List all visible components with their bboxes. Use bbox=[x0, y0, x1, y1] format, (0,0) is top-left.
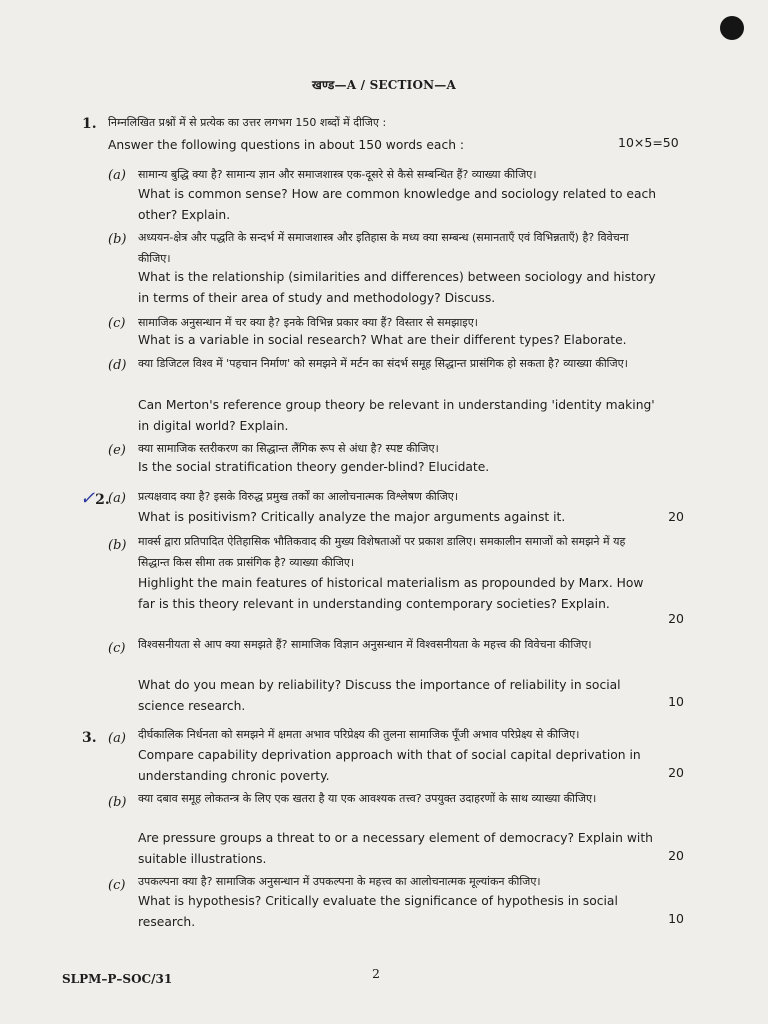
punch-hole-mark bbox=[720, 16, 744, 40]
q2-part-a-marks: 20 bbox=[668, 509, 684, 524]
q2-part-b-hindi: मार्क्स द्वारा प्रतिपादित ऐतिहासिक भौतिकवाद की मुख्य विशेषताओं पर प्रकाश डालिए। समकालीन समाजों को समझने में यह सिद्धान्त किस सीमा तक प्रासंगिक है? व्याख्या कीजिए। bbox=[138, 535, 626, 569]
handwritten-tick-icon: ✓ bbox=[80, 488, 96, 509]
q3-part-a-marks: 20 bbox=[668, 765, 684, 780]
q3-part-b-marks: 20 bbox=[668, 848, 684, 863]
q3-part-c-marks: 10 bbox=[668, 911, 684, 926]
paper-code: SLPM–P–SOC/31 bbox=[62, 972, 173, 986]
q1-part-d-label: (d) bbox=[108, 358, 127, 373]
question-1-intro-hindi: निम्नलिखित प्रश्नों में से प्रत्येक का उत्तर लगभग 150 शब्दों में दीजिए : bbox=[108, 116, 387, 129]
q3-part-b-english: Are pressure groups a threat to or a necessary element of democracy? Explain with suitable illustrations. bbox=[138, 831, 653, 866]
q3-part-c-english: What is hypothesis? Critically evaluate the significance of hypothesis in social research. bbox=[138, 894, 618, 929]
q2-part-a-english: What is positivism? Critically analyze the major arguments against it. bbox=[138, 510, 566, 524]
q2-part-c-english: What do you mean by reliability? Discuss the importance of reliability in social science research. bbox=[138, 678, 621, 713]
q1-part-c-english: What is a variable in social research? What are their different types? Elaborate. bbox=[138, 333, 627, 347]
q1-part-b-label: (b) bbox=[108, 232, 127, 247]
question-1-intro-english: Answer the following questions in about 150 words each : bbox=[108, 138, 465, 152]
q2-part-c-hindi: विश्वसनीयता से आप क्या समझते हैं? सामाजिक विज्ञान अनुसन्धान में विश्वसनीयता के महत्त्व की विवेचना कीजिए। bbox=[138, 638, 592, 651]
q1-part-d-hindi: क्या डिजिटल विश्व में 'पहचान निर्माण' को समझने में मर्टन का संदर्भ समूह सिद्धान्त प्रासंगिक हो सकता है? व्याख्या कीजिए। bbox=[138, 357, 628, 370]
q1-part-a-english: What is common sense? How are common knowledge and sociology related to each other? Explain. bbox=[138, 187, 657, 222]
q2-part-b-english: Highlight the main features of historical materialism as propounded by Marx. How far is this theory relevant in understanding contemporary societies? Explain. bbox=[138, 576, 644, 611]
q1-part-b-english: What is the relationship (similarities and differences) between sociology and history in terms of their area of study and methodology? Discuss. bbox=[138, 270, 656, 305]
q1-part-e-hindi: क्या सामाजिक स्तरीकरण का सिद्धान्त लैंगिक रूप से अंधा है? स्पष्ट कीजिए। bbox=[138, 442, 439, 455]
q1-part-e-english: Is the social stratification theory gender-blind? Elucidate. bbox=[138, 460, 490, 474]
q2-part-c-label: (c) bbox=[108, 641, 126, 656]
question-1-number: 1. bbox=[82, 116, 97, 132]
q2-part-a-hindi: प्रत्यक्षवाद क्या है? इसके विरुद्ध प्रमुख तर्कों का आलोचनात्मक विश्लेषण कीजिए। bbox=[138, 490, 459, 503]
q1-part-e-label: (e) bbox=[108, 443, 126, 458]
question-2-number: ✓2. bbox=[80, 488, 110, 509]
q2-part-b-label: (b) bbox=[108, 538, 127, 553]
q1-part-d-english: Can Merton's reference group theory be relevant in understanding 'identity making' in digital world? Explain. bbox=[138, 398, 655, 433]
question-3-number: 3. bbox=[82, 730, 97, 746]
page-number: 2 bbox=[372, 966, 380, 981]
q3-part-a-english: Compare capability deprivation approach with that of social capital deprivation in understanding chronic poverty. bbox=[138, 748, 641, 783]
q3-part-b-label: (b) bbox=[108, 795, 127, 810]
q2-part-b-marks: 20 bbox=[668, 611, 684, 626]
q2-part-a-label: (a) bbox=[108, 491, 126, 506]
q3-part-a-label: (a) bbox=[108, 731, 126, 746]
q1-part-a-hindi: सामान्य बुद्धि क्या है? सामान्य ज्ञान और समाजशास्त्र एक-दूसरे से कैसे सम्बन्धित हैं? व्याख्या कीजिए। bbox=[138, 168, 537, 181]
question-1-marks: 10×5=50 bbox=[618, 135, 679, 150]
q3-part-a-hindi: दीर्घकालिक निर्धनता को समझने में क्षमता अभाव परिप्रेक्ष्य की तुलना सामाजिक पूँजी अभाव परिप्रेक्ष्य से कीजिए। bbox=[138, 728, 580, 741]
q3-part-c-hindi: उपकल्पना क्या है? सामाजिक अनुसन्धान में उपकल्पना के महत्त्व का आलोचनात्मक मूल्यांकन कीजिए। bbox=[138, 875, 541, 888]
q1-part-a-label: (a) bbox=[108, 168, 126, 183]
q1-part-b-hindi: अध्ययन-क्षेत्र और पद्धति के सन्दर्भ में समाजशास्त्र और इतिहास के मध्य क्या सम्बन्ध (समानताएँ एवं विभिन्नताएँ) है? विवेचना कीजिए। bbox=[138, 231, 629, 265]
q1-part-c-label: (c) bbox=[108, 316, 126, 331]
q3-part-c-label: (c) bbox=[108, 878, 126, 893]
q3-part-b-hindi: क्या दबाव समूह लोकतन्त्र के लिए एक खतरा है या एक आवश्यक तत्त्व? उपयुक्त उदाहरणों के साथ व्याख्या कीजिए। bbox=[138, 792, 597, 805]
section-title: खण्ड—A / SECTION—A bbox=[311, 78, 457, 92]
q2-part-c-marks: 10 bbox=[668, 694, 684, 709]
q1-part-c-hindi: सामाजिक अनुसन्धान में चर क्या है? इनके विभिन्न प्रकार क्या हैं? विस्तार से समझाइए। bbox=[138, 316, 478, 329]
